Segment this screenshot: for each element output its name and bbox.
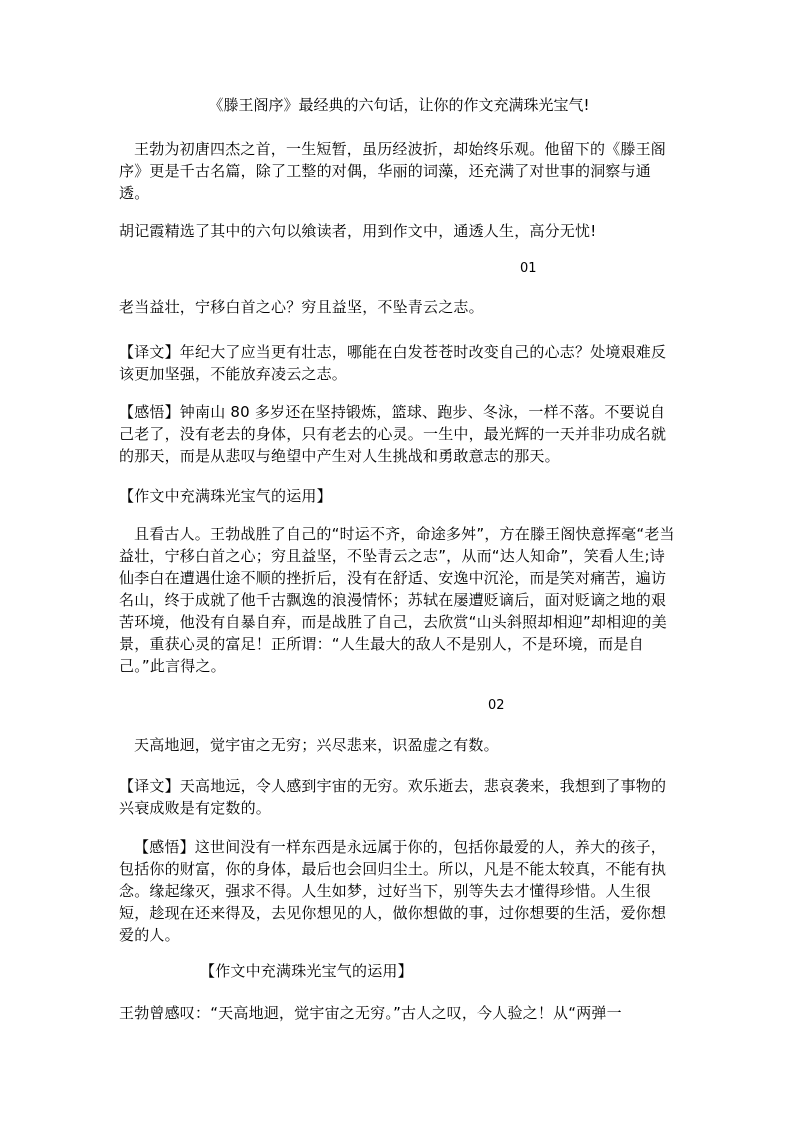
- usage-paragraph: 且看古人。王勃战胜了自己的“时运不齐，命途多舛”，方在滕王阁快意挥毫“老当益壮，宁移白首之心；穷且益坚，不坠青云之志”，从而“达人知命”，笑看人生;诗仙李白在遭遇仕途不顺的挫折后，没有在舒适、安逸中沉沦，而是笑对痛苦，遍访名山，终于成就了他千古飘逸的浪漫情怀；苏轼在屡遭贬谪后，面对贬谪之地的艰苦环境，他没有自暴自弃，而是战胜了自己，去欣赏“山头斜照却相迎”却相迎的美景，重获心灵的富足！正所谓：“人生最大的敌人不是别人，不是环境，而是自己。”此言得之。: [119, 525, 675, 675]
- section-insight: 【感悟】这世间没有一样东西是永远属于你的，包括你最爱的人，养大的孩子，包括你的财富，你的身体，最后也会回归尘土。所以，凡是不能太较真，不能有执念。缘起缘灭，强求不得。人生如梦，过好当下，别等失去才懂得珍惜。人生很短，趁现在还来得及，去见你想见的人，做你想做的事，过你想要的生活，爱你想爱的人。: [119, 838, 667, 944]
- usage-heading: 【作文中充满珠光宝气的运用】: [119, 487, 332, 505]
- section-number: 02: [488, 698, 505, 713]
- intro-paragraph-2: 胡记霞精选了其中的六句以飨读者，用到作文中，通透人生，高分无忧!: [119, 222, 597, 240]
- section-quote: 老当益壮，宁移白首之心？穷且益坚，不坠青云之志。: [119, 298, 484, 316]
- intro-paragraph: 王勃为初唐四杰之首，一生短暂，虽历经波折，却始终乐观。他留下的《滕王阁序》更是千古名篇，除了工整的对偶，华丽的词藻，还充满了对世事的洞察与通透。: [119, 140, 667, 202]
- section-translation: 【译文】天高地远，令人感到宇宙的无穷。欢乐逝去，悲哀袭来，我想到了事物的兴衰成败是有定数的。: [119, 777, 667, 817]
- section-insight: 【感悟】钟南山 80 多岁还在坚持锻炼，篮球、跑步、冬泳，一样不落。不要说自己老了，没有老去的身体，只有老去的心灵。一生中，最光辉的一天并非功成名就的那天，而是从悲叹与绝望中产生对人生挑战和勇敢意志的那天。: [119, 403, 667, 465]
- section-number: 01: [520, 261, 537, 276]
- section-quote: 天高地迥，觉宇宙之无穷；兴尽悲来，识盈虚之有数。: [134, 736, 499, 754]
- document-title: 《滕王阁序》最经典的六句话，让你的作文充满珠光宝气!: [208, 96, 590, 114]
- section-translation: 【译文】年纪大了应当更有壮志，哪能在白发苍苍时改变自己的心志？处境艰难反该更加坚强，不能放弃凌云之志。: [119, 343, 667, 383]
- usage-heading: 【作文中充满珠光宝气的运用】: [200, 962, 413, 980]
- usage-paragraph: 王勃曾感叹：“天高地迥，觉宇宙之无穷。”古人之叹，今人验之！从“两弹一: [119, 1004, 622, 1022]
